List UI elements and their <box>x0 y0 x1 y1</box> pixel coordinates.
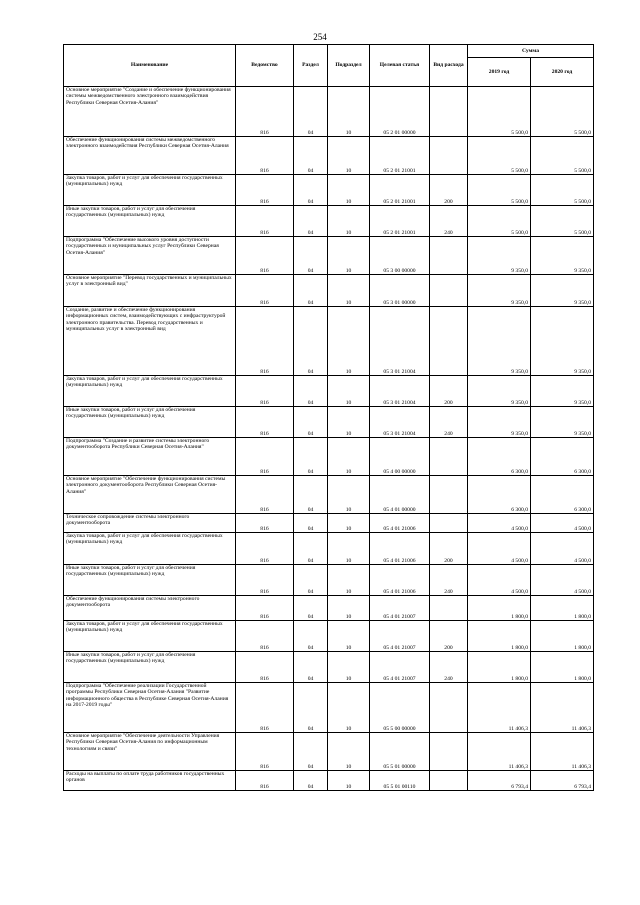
table-row <box>64 533 594 565</box>
row-section: 04 <box>294 307 328 376</box>
row-2020: 9 350,0 <box>531 307 594 376</box>
row-2019: 6 300,0 <box>468 438 531 476</box>
row-subsection: 10 <box>328 514 370 533</box>
row-2020: 6 793,4 <box>531 771 594 791</box>
table-row <box>64 733 594 771</box>
row-name: Закупка товаров, работ и услуг для обеспечения государственных (муниципальных) нужд <box>64 621 236 652</box>
row-name: Закупка товаров, работ и услуг для обеспечения государственных (муниципальных) нужд <box>64 533 236 565</box>
row-ministry: 816 <box>236 476 294 514</box>
row-2020: 11 406,3 <box>531 733 594 771</box>
row-ministry: 816 <box>236 652 294 683</box>
row-section: 04 <box>294 376 328 407</box>
row-2019: 1 800,0 <box>468 621 531 652</box>
table-row <box>64 237 594 275</box>
row-ministry: 816 <box>236 175 294 206</box>
row-2020: 4 500,0 <box>531 565 594 596</box>
row-name: Создание, развитие и обеспечение функционирования информационных систем, взаимодействующих с инфраструктурой электронного правительства. Перевод государственных и муниципальных услуг в электронный вид <box>64 307 236 376</box>
row-expense-type: 200 <box>430 533 468 565</box>
row-2019: 9 350,0 <box>468 237 531 275</box>
row-subsection: 10 <box>328 137 370 175</box>
row-name: Обеспечение функционирования системы межведомственного электронного взаимодействия Республики Северная Осетия-Алания <box>64 137 236 175</box>
row-target: 05 4 01 21007 <box>370 621 430 652</box>
row-2020: 5 500,0 <box>531 206 594 237</box>
table-row <box>64 476 594 514</box>
row-2020: 9 350,0 <box>531 376 594 407</box>
row-2019: 1 800,0 <box>468 596 531 621</box>
row-2020: 6 300,0 <box>531 438 594 476</box>
row-2020: 9 350,0 <box>531 407 594 438</box>
row-target: 05 2 01 21001 <box>370 137 430 175</box>
row-subsection: 10 <box>328 438 370 476</box>
row-subsection: 10 <box>328 476 370 514</box>
row-name: Иные закупки товаров, работ и услуг для обеспечения государственных (муниципальных) нужд <box>64 565 236 596</box>
row-subsection: 10 <box>328 771 370 791</box>
row-subsection: 10 <box>328 87 370 137</box>
row-name: Подпрограмма "Обеспечение высокого уровня доступности государственных и муниципальных услуг Республики Северная Осетия-Алания" <box>64 237 236 275</box>
row-subsection: 10 <box>328 621 370 652</box>
header-2020: 2020 год <box>531 58 594 87</box>
row-subsection: 10 <box>328 307 370 376</box>
row-2019: 1 800,0 <box>468 652 531 683</box>
row-target: 05 4 01 21006 <box>370 565 430 596</box>
row-target: 05 3 00 00000 <box>370 237 430 275</box>
row-section: 04 <box>294 514 328 533</box>
row-subsection: 10 <box>328 565 370 596</box>
row-target: 05 5 00 00000 <box>370 683 430 733</box>
row-2020: 5 500,0 <box>531 87 594 137</box>
table-row <box>64 621 594 652</box>
row-name: Закупка товаров, работ и услуг для обеспечения государственных (муниципальных) нужд <box>64 376 236 407</box>
row-name: Основное мероприятие "Создание и обеспечение функционирования системы межведомственного электронного взаимодействия Республики Северная Осетия-Алания" <box>64 87 236 137</box>
row-expense-type <box>430 771 468 791</box>
row-2020: 6 300,0 <box>531 476 594 514</box>
row-expense-type <box>430 307 468 376</box>
row-subsection: 10 <box>328 275 370 307</box>
row-name: Основное мероприятие "Обеспечение функционирования системы электронного документооборота Республики Северная Осетия-Алания" <box>64 476 236 514</box>
row-section: 04 <box>294 175 328 206</box>
row-2019: 6 300,0 <box>468 476 531 514</box>
row-2019: 5 500,0 <box>468 175 531 206</box>
table-body <box>64 87 594 791</box>
budget-table <box>63 44 594 791</box>
row-name: Расходы на выплаты по оплате труда работников государственных органов <box>64 771 236 791</box>
table-row <box>64 376 594 407</box>
row-section: 04 <box>294 596 328 621</box>
row-expense-type <box>430 476 468 514</box>
row-section: 04 <box>294 733 328 771</box>
row-name: Подпрограмма "Создание и развитие системы электронного документооборота Республики Северная Осетия-Алания" <box>64 438 236 476</box>
row-expense-type <box>430 596 468 621</box>
row-name: Подпрограмма "Обеспечение реализации Государственной программы Республики Северная Осетия-Алания "Развитие информационного общества в Республике Северная Осетия-Алания на 2017-2019 годы" <box>64 683 236 733</box>
row-2019: 6 793,4 <box>468 771 531 791</box>
row-expense-type <box>430 87 468 137</box>
row-target: 05 2 01 21001 <box>370 175 430 206</box>
row-subsection: 10 <box>328 206 370 237</box>
row-expense-type <box>430 137 468 175</box>
row-2019: 9 350,0 <box>468 307 531 376</box>
row-subsection: 10 <box>328 683 370 733</box>
row-expense-type: 240 <box>430 407 468 438</box>
row-ministry: 816 <box>236 514 294 533</box>
row-ministry: 816 <box>236 621 294 652</box>
row-name: Иные закупки товаров, работ и услуг для обеспечения государственных (муниципальных) нужд <box>64 407 236 438</box>
header-name: Наименование <box>64 45 236 87</box>
row-2019: 9 350,0 <box>468 407 531 438</box>
row-target: 05 4 01 00000 <box>370 476 430 514</box>
row-target: 05 3 01 21004 <box>370 376 430 407</box>
row-expense-type: 240 <box>430 565 468 596</box>
row-section: 04 <box>294 237 328 275</box>
table-row <box>64 407 594 438</box>
row-2019: 4 500,0 <box>468 565 531 596</box>
table-row <box>64 565 594 596</box>
table-row <box>64 175 594 206</box>
row-2020: 4 500,0 <box>531 533 594 565</box>
row-expense-type: 200 <box>430 376 468 407</box>
row-expense-type <box>430 733 468 771</box>
row-expense-type <box>430 438 468 476</box>
page-number: 254 <box>313 32 327 42</box>
table-row <box>64 771 594 791</box>
row-target: 05 5 01 00110 <box>370 771 430 791</box>
row-subsection: 10 <box>328 376 370 407</box>
row-section: 04 <box>294 407 328 438</box>
row-target: 05 5 01 00000 <box>370 733 430 771</box>
table-row <box>64 514 594 533</box>
row-2020: 9 350,0 <box>531 275 594 307</box>
row-2019: 5 500,0 <box>468 87 531 137</box>
row-ministry: 816 <box>236 376 294 407</box>
row-ministry: 816 <box>236 438 294 476</box>
header-subsection: Подраздел <box>328 45 370 87</box>
row-subsection: 10 <box>328 237 370 275</box>
row-expense-type <box>430 275 468 307</box>
row-target: 05 3 01 21004 <box>370 307 430 376</box>
row-target: 05 3 01 00000 <box>370 275 430 307</box>
row-ministry: 816 <box>236 771 294 791</box>
row-section: 04 <box>294 275 328 307</box>
row-subsection: 10 <box>328 596 370 621</box>
row-subsection: 10 <box>328 533 370 565</box>
row-2019: 9 350,0 <box>468 275 531 307</box>
row-expense-type <box>430 237 468 275</box>
row-subsection: 10 <box>328 733 370 771</box>
row-2020: 5 500,0 <box>531 175 594 206</box>
row-section: 04 <box>294 771 328 791</box>
row-ministry: 816 <box>236 733 294 771</box>
header-section: Раздел <box>294 45 328 87</box>
row-expense-type: 240 <box>430 652 468 683</box>
row-section: 04 <box>294 438 328 476</box>
row-section: 04 <box>294 206 328 237</box>
row-expense-type: 240 <box>430 206 468 237</box>
row-name: Иные закупки товаров, работ и услуг для обеспечения государственных (муниципальных) нужд <box>64 206 236 237</box>
row-ministry: 816 <box>236 596 294 621</box>
row-ministry: 816 <box>236 275 294 307</box>
header-2019: 2019 год <box>468 58 531 87</box>
row-ministry: 816 <box>236 683 294 733</box>
row-target: 05 2 01 21001 <box>370 206 430 237</box>
row-ministry: 816 <box>236 87 294 137</box>
row-2019: 4 500,0 <box>468 514 531 533</box>
row-name: Иные закупки товаров, работ и услуг для обеспечения государственных (муниципальных) нужд <box>64 652 236 683</box>
row-subsection: 10 <box>328 652 370 683</box>
table-row <box>64 275 594 307</box>
row-2020: 5 500,0 <box>531 137 594 175</box>
row-ministry: 816 <box>236 407 294 438</box>
row-2019: 4 500,0 <box>468 533 531 565</box>
table-row <box>64 87 594 137</box>
header-expense-type: Вид расхода <box>430 45 468 87</box>
row-2020: 11 406,3 <box>531 683 594 733</box>
row-target: 05 2 01 00000 <box>370 87 430 137</box>
table-row <box>64 206 594 237</box>
row-target: 05 3 01 21004 <box>370 407 430 438</box>
row-name: Обеспечение функционирования системы электронного документооборота <box>64 596 236 621</box>
row-target: 05 4 01 21006 <box>370 533 430 565</box>
row-section: 04 <box>294 533 328 565</box>
row-2020: 4 500,0 <box>531 514 594 533</box>
table-row <box>64 307 594 376</box>
row-2020: 9 350,0 <box>531 237 594 275</box>
row-target: 05 4 01 21006 <box>370 514 430 533</box>
row-expense-type: 200 <box>430 175 468 206</box>
row-subsection: 10 <box>328 175 370 206</box>
row-expense-type: 200 <box>430 621 468 652</box>
row-section: 04 <box>294 137 328 175</box>
row-target: 05 4 01 21007 <box>370 652 430 683</box>
row-section: 04 <box>294 476 328 514</box>
header-sum: Сумма <box>468 45 594 58</box>
row-ministry: 816 <box>236 137 294 175</box>
header-target: Целевая статья <box>370 45 430 87</box>
table-row <box>64 652 594 683</box>
row-2019: 5 500,0 <box>468 137 531 175</box>
table-row <box>64 596 594 621</box>
row-target: 05 4 00 00000 <box>370 438 430 476</box>
row-subsection: 10 <box>328 407 370 438</box>
row-2020: 1 800,0 <box>531 652 594 683</box>
row-2019: 11 406,3 <box>468 683 531 733</box>
table-row <box>64 683 594 733</box>
row-name: Основное мероприятие "Перевод государственных и муниципальных услуг в электронный вид" <box>64 275 236 307</box>
row-2019: 11 406,3 <box>468 733 531 771</box>
row-2020: 1 800,0 <box>531 621 594 652</box>
row-2020: 1 800,0 <box>531 596 594 621</box>
row-ministry: 816 <box>236 307 294 376</box>
table-row <box>64 438 594 476</box>
row-expense-type <box>430 514 468 533</box>
row-ministry: 816 <box>236 565 294 596</box>
row-2019: 9 350,0 <box>468 376 531 407</box>
row-section: 04 <box>294 683 328 733</box>
table-row <box>64 137 594 175</box>
row-ministry: 816 <box>236 206 294 237</box>
row-name: Закупка товаров, работ и услуг для обеспечения государственных (муниципальных) нужд <box>64 175 236 206</box>
row-ministry: 816 <box>236 237 294 275</box>
row-name: Основное мероприятие "Обеспечение деятельности Управления Республики Северная Осетия-Алания по информационным технологиям и связи" <box>64 733 236 771</box>
row-2019: 5 500,0 <box>468 206 531 237</box>
row-name: Техническое сопровождение системы электронного документооборота <box>64 514 236 533</box>
row-section: 04 <box>294 87 328 137</box>
row-section: 04 <box>294 621 328 652</box>
row-expense-type <box>430 683 468 733</box>
row-ministry: 816 <box>236 533 294 565</box>
row-target: 05 4 01 21007 <box>370 596 430 621</box>
row-section: 04 <box>294 565 328 596</box>
row-section: 04 <box>294 652 328 683</box>
header-ministry: Ведомство <box>236 45 294 87</box>
